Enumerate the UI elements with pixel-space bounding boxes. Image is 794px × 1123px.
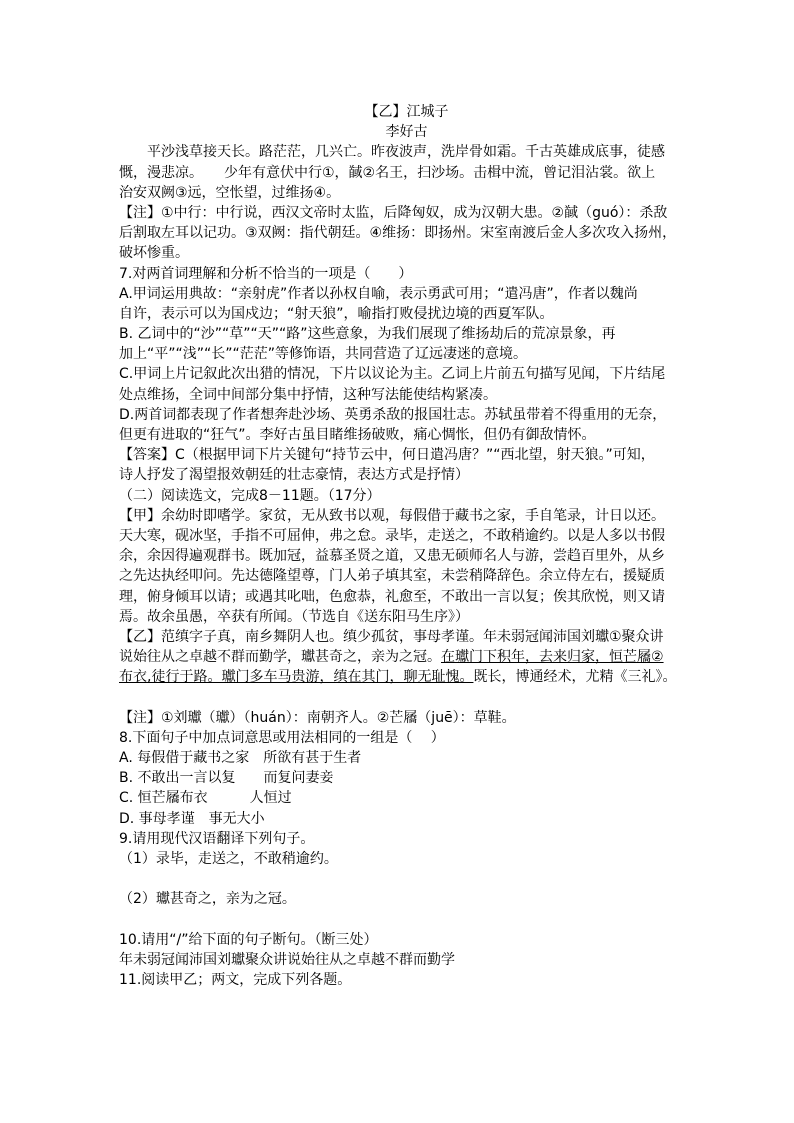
passage-text: 既长，博通经术，尤精《三礼》。 (473, 669, 677, 686)
question-9-stem: 9.请用现代汉语翻译下列句子。 (119, 830, 315, 847)
passage-jia: 余，余因得遍观群书。既加冠，益慕圣贤之道，又患无硕师名人与游，尝趋百里外，从乡 (119, 548, 665, 565)
question-11-stem: 11.阅读甲乙；两文，完成下列各题。 (119, 972, 352, 989)
note-line: 【注】①刘瓛（瓛）（huán）：南朝齐人。②芒屩（juē）：草鞋。 (119, 709, 516, 726)
option-d: 但更有进取的“狂气”。李好古虽目睹维扬破败，痛心惆怅，但仍有御敌情怀。 (119, 427, 596, 443)
option-d: D. 事母孝谨 事无大小 (119, 810, 265, 827)
passage-jia: 理，俯身倾耳以请；或遇其叱咄，色愈恭，礼愈至，不敢出一言以复；俟其欣悦，则又请 (119, 588, 665, 605)
option-a: A.甲词运用典故：“亲射虎”作者以孙权自喻，表示勇武可用；“遣冯唐”，作者以魏尚 (119, 285, 638, 302)
passage-text: 说始往从之卓越不群而勤学，瓛甚奇之，亲为之冠。 (119, 649, 441, 666)
option-b: B. 乙词中的“沙”“草”“天”“路”这些意象，为我们展现了维扬劫后的荒凉景象，再 (119, 326, 616, 343)
passage-yi: 【乙】范缜字子真，南乡舞阴人也。缜少孤贫，事母孝谨。年未弱冠闻沛国刘瓛①聚众讲 (119, 628, 664, 645)
option-b: 加上“平”“浅”“长”“茫茫”等修饰语，共同营造了辽远凄迷的意境。 (119, 346, 528, 363)
question-9-sentence-2: （2）瓛甚奇之，亲为之冠。 (119, 891, 296, 908)
question-10-stem: 10.请用“/”给下面的句子断句。（断三处） (119, 931, 378, 948)
option-a: A. 每假借于藏书之家 所欲有甚于生者 (119, 750, 362, 766)
question-7-stem: 7.对两首词理解和分析不恰当的一项是（ ） (119, 265, 413, 282)
passage-jia: 之先达执经叩问。先达德隆望尊，门人弟子填其室，未尝稍降辞色。余立侍左右，援疑质 (119, 568, 665, 585)
passage-yi (119, 647, 694, 667)
poem-title: 【乙】江城子 (364, 104, 449, 120)
option-b: B. 不敢出一言以复 而复问妻妾 (119, 770, 334, 787)
passage-yi (119, 667, 694, 687)
question-8-stem: 8.下面句子中加点词意思或用法相同的一组是（ ） (119, 729, 445, 746)
passage-jia: 天大寒，砚冰坚，手指不可屈伸，弗之怠。录毕，走送之，不敢稍逾约。以是人多以书假 (119, 527, 665, 544)
option-d: D.两首词都表现了作者想奔赴沙场、英勇杀敌的报国壮志。苏轼虽带着不得重用的无奈， (119, 406, 667, 423)
section-heading: （二）阅读选文，完成8－11题。（17分） (119, 487, 381, 504)
poem-line: 慨，漫悲凉。 少年有意伏中行①，馘②名王，扫沙场。击楫中流，曾记泪沾裳。欲上 (119, 164, 656, 181)
note-line: 后割取左耳以记功。③双阙：指代朝廷。④维扬：即扬州。宋室南渡后金人多次攻入扬州， (119, 225, 677, 242)
answer-line: 诗人抒发了渴望报效朝廷的壮志豪情，表达方式是抒情） (119, 467, 469, 484)
underlined-sentence: 布衣,徒行于路。瓛门多车马贵游，缜在其门，聊无耻愧。 (119, 669, 474, 686)
note-line: 破坏惨重。 (119, 245, 189, 262)
question-10-sentence: 年未弱冠闻沛国刘瓛聚众讲说始往从之卓越不群而勤学 (119, 951, 455, 968)
underlined-sentence: 在瓛门下积年，去来归家，恒芒屩② (441, 649, 664, 666)
answer-line: 【答案】C（根据甲词下片关键句“持节云中，何日遣冯唐？”“西北望，射天狼。”可知， (119, 447, 655, 464)
option-c: C.甲词上片记叙此次出猎的情况，下片以议论为主。乙词上片前五句描写见闻，下片结尾 (119, 366, 666, 383)
option-c: 处点维扬，全词中间部分集中抒情，这种写法能使结构紧凑。 (119, 386, 497, 403)
poem-author: 李好古 (385, 124, 428, 141)
passage-jia: 焉。故余虽愚，卒获有所闻。（节选自《送东阳马生序》） (119, 608, 469, 625)
note-line: 【注】①中行：中行说，西汉文帝时太监，后降匈奴，成为汉朝大患。②馘（guó）：杀敌 (119, 204, 668, 221)
option-a: 自许，表示可以为国戍边；“射天狼”，喻指打败侵扰边境的西夏军队。 (119, 305, 554, 322)
document-page (119, 102, 694, 990)
passage-jia: 【甲】余幼时即嗜学。家贫，无从致书以观，每假借于藏书之家，手自笔录，计日以还。 (119, 507, 665, 524)
question-9-sentence-1: （1）录毕，走送之，不敢稍逾约。 (119, 850, 338, 867)
poem-line: 平沙浅草接天长。路茫茫，几兴亡。昨夜波声，洗岸骨如霜。千古英雄成底事，徒感 (119, 144, 665, 161)
option-c: C. 恒芒屩布衣 人恒过 (119, 790, 292, 807)
poem-line: 治安双阙③远，空怅望，过维扬④。 (119, 184, 341, 201)
